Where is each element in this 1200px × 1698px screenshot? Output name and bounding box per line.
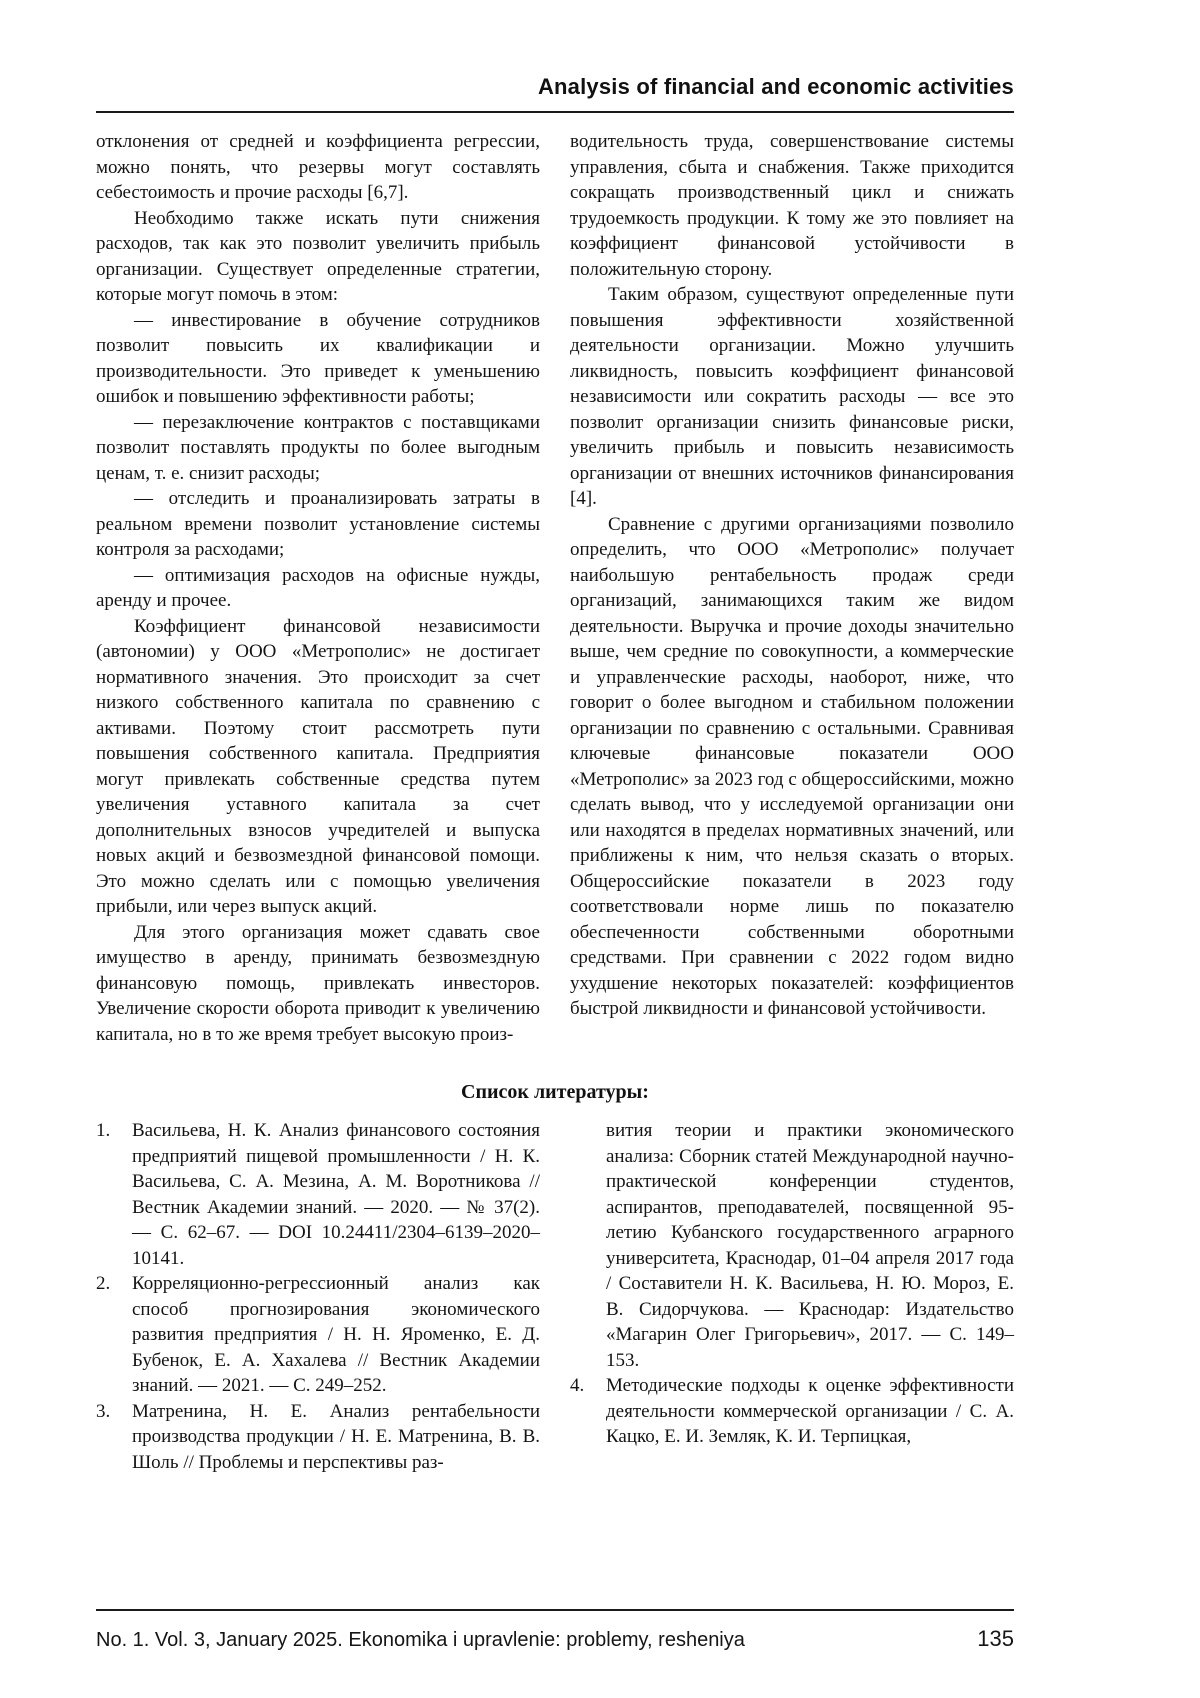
paragraph: отклонения от средней и коэффициента регрессии, можно понять, что резервы могут составлять себестоимость и прочие расходы [6,7].	[96, 131, 540, 204]
reference-text: Методические подходы к оценке эффективности деятельности коммерческой организации / С. А. Кацко, Е. И. Земляк, К. И. Терпицкая,	[606, 1375, 1014, 1448]
reference-text: Матренина, Н. Е. Анализ рентабельности производства продукции / Н. Е. Матренина, В. В. Шоль // Проблемы и перспективы раз-	[132, 1400, 540, 1473]
footer-rule	[96, 1609, 1014, 1611]
reference-item	[96, 1399, 540, 1476]
references-right-column	[570, 1118, 1014, 1475]
reference-item	[96, 1118, 540, 1271]
reference-number: 3.	[96, 1400, 111, 1422]
paragraph: Для этого организация может сдавать свое имущество в аренду, принимать безвозмездную финансовую помощь, привлекать инвесторов. Увеличение скорости оборота приводит к увеличению капитала, но в то же время требует высокую произ-	[96, 921, 540, 1045]
reference-text: Васильева, Н. К. Анализ финансового состояния предприятий пищевой промышленности / Н. К. Васильева, С. А. Мезина, А. М. Воротникова // Вестник Академии знаний. — 2020. — № 37(2). — С. 62–67. — DOI 10.24411/2304–6139–2020–10141.	[132, 1120, 540, 1269]
paragraph: Необходимо также искать пути снижения расходов, так как это позволит увеличить прибыль организации. Существует определенные стратегии, которые могут помочь в этом:	[96, 207, 540, 306]
paragraph: Таким образом, существуют определенные пути повышения эффективности хозяйственной деятельности организации. Можно улучшить ликвидность, повысить коэффициент финансовой независимости или сократить расходы — все это позволит организации снизить финансовые риски, увеличить прибыль и повысить независимость организации от внешних источников финансирования [4].	[570, 284, 1014, 510]
references-columns	[96, 1118, 1014, 1475]
bullet-paragraph: — перезаключение контрактов с поставщиками позволит поставлять продукты по более выгодным ценам, т. е. снизит расходы;	[96, 411, 540, 484]
paragraph: Коэффициент финансовой независимости (автономии) у ООО «Метрополис» не достигает нормативного значения. Это происходит за счет низкого собственного капитала по сравнению с активами. Поэтому стоит рассмотреть пути повышения собственного капитала. Предприятия могут привлекать собственные средства путем увеличения уставного капитала за счет дополнительных взносов учредителей и выпуска новых акций и безвозмездной финансовой помощи. Это можно сделать или с помощью увеличения прибыли, или через выпуск акций.	[96, 615, 540, 918]
reference-text: Корреляционно-регрессионный анализ как способ прогнозирования экономического развития предприятия / Н. Н. Яроменко, Е. Д. Бубенок, Е. А. Хахалева // Вестник Академии знаний. — 2021. — С. 249–252.	[132, 1273, 540, 1397]
reference-item	[96, 1271, 540, 1399]
bullet-paragraph: — инвестирование в обучение сотрудников позволит повысить их квалификации и производительности. Это приведет к уменьшению ошибок и повышению эффективности работы;	[96, 309, 540, 408]
reference-item	[570, 1373, 1014, 1450]
references-section	[96, 1081, 1014, 1475]
footer-row	[96, 1626, 1014, 1652]
page-footer	[96, 1609, 1014, 1652]
references-heading: Список литературы:	[461, 1081, 649, 1104]
page-header	[96, 74, 1014, 113]
body-left-column	[96, 129, 540, 1047]
bullet-paragraph: — отследить и проанализировать затраты в реальном времени позволит установление системы контроля за расходами;	[96, 488, 540, 561]
page-number: 135	[977, 1626, 1014, 1651]
bullet-paragraph: — оптимизация расходов на офисные нужды, аренду и прочее.	[96, 564, 540, 612]
running-head-title: Analysis of financial and economic activities	[537, 74, 1014, 99]
article-body	[96, 129, 1014, 1047]
references-left-column	[96, 1118, 540, 1475]
reference-item-continuation	[570, 1118, 1014, 1373]
reference-text: вития теории и практики экономического анализа: Сборник статей Международной научно-практической конференции студентов, аспирантов, преподавателей, посвященной 95-летию Кубанского государственного аграрного университета, Краснодар, 01–04 апреля 2017 года / Составители Н. К. Васильева, Н. Ю. Мороз, Е. В. Сидорчукова. — Краснодар: Издательство «Магарин Олег Григорьевич», 2017. — С. 149–153.	[606, 1120, 1014, 1371]
reference-number: 4.	[570, 1375, 585, 1397]
paragraph: Сравнение с другими организациями позволило определить, что ООО «Метрополис» получает наибольшую рентабельность продаж среди организаций, занимающихся таким же видом деятельности. Выручка и прочие доходы значительно выше, чем средние по совокупности, а коммерческие и управленческие расходы, наоборот, ниже, что говорит о более выгодном и стабильном положении организации по сравнению с остальными. Сравнивая ключевые финансовые показатели ООО «Метрополис» за 2023 год с общероссийскими, можно сделать вывод, что у исследуемой организации они или находятся в пределах нормативных значений, или приближены к ним, что нельзя сказать о вторых. Общероссийские показатели в 2023 году соответствовали норме лишь по показателю обеспеченности собственными оборотными средствами. При сравнении с 2022 годом видно ухудшение некоторых показателей: коэффициентов быстрой ликвидности и финансовой устойчивости.	[570, 513, 1014, 1020]
reference-number: 2.	[96, 1273, 111, 1295]
journal-issue-line: No. 1. Vol. 3, January 2025. Ekonomika i upravlenie: problemy, resheniya	[96, 1629, 745, 1651]
body-right-column	[570, 129, 1014, 1047]
paragraph: водительность труда, совершенствование системы управления, сбыта и снабжения. Также приходится сокращать производственный цикл и снижать трудоемкость продукции. К тому же это повлияет на коэффициент финансовой устойчивости в положительную сторону.	[570, 131, 1014, 280]
reference-number: 1.	[96, 1120, 111, 1142]
header-rule	[96, 111, 1014, 113]
